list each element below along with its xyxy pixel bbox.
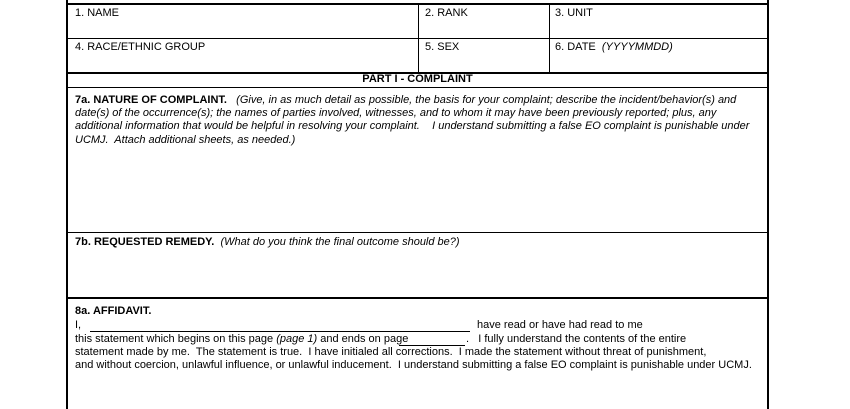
row-divider-1 (68, 38, 767, 39)
nature-line-1 (75, 94, 765, 107)
nature-line-3 (75, 120, 765, 133)
affidavit-name-blank[interactable] (90, 319, 470, 332)
eo-complaint-form (66, 0, 769, 409)
nature-of-complaint-instructions (75, 94, 765, 147)
rank-label: 2. RANK (425, 7, 468, 19)
rank-field[interactable] (420, 20, 546, 36)
page-note: (page 1) (276, 333, 318, 345)
nature-text-2: date(s) of the occurrence(s); the names of parties involved, witnesses, and to whom it may have been previously reported; plus, any (75, 107, 717, 120)
nature-text-4: UCMJ. Attach additional sheets, as needed.) (75, 133, 296, 146)
date-format-hint: (YYYYMMDD) (601, 41, 673, 53)
nature-text-3: additional information that would be helpful in resolving your complaint. I understand submitting a false EO complaint is punishable under (75, 120, 750, 133)
part-1-title-underline (68, 87, 767, 88)
affidavit-i-label: I, (75, 319, 82, 331)
requested-remedy-label (75, 236, 765, 249)
sex-field[interactable] (420, 55, 546, 71)
name-label: 1. NAME (75, 7, 120, 19)
unit-label: 3. UNIT (555, 7, 593, 19)
affidavit-heading-text: 8a. AFFIDAVIT. (75, 305, 152, 317)
nature-heading: 7a. NATURE OF COMPLAINT. (75, 94, 227, 106)
remedy-prompt: (What do you think the final outcome should be?) (220, 236, 460, 248)
row-divider-4 (68, 297, 767, 299)
date-field[interactable] (551, 55, 765, 71)
date-label-prefix: 6. DATE (555, 41, 596, 53)
name-field[interactable] (70, 20, 414, 36)
nature-line-2 (75, 107, 765, 120)
nature-text-1: (Give, in as much detail as possible, the basis for your complaint; describe the incident/behavior(s) and (236, 94, 737, 106)
affidavit-have-read: have read or have had read to me (477, 319, 643, 331)
ends-on-text: and ends on page (320, 333, 409, 345)
remedy-heading: 7b. REQUESTED REMEDY. (75, 236, 215, 248)
part-1-title: PART I - COMPLAINT (362, 73, 473, 85)
race-ethnic-group-label: 4. RACE/ETHNIC GROUP (75, 41, 206, 53)
row-divider-3 (68, 232, 767, 233)
affidavit-line-3: statement made by me. The statement is true. I have initialed all corrections. I made the statement without threat of punishment, (75, 346, 707, 358)
statement-begins-text: this statement which begins on this page (75, 333, 274, 345)
unit-field[interactable] (551, 20, 765, 36)
sex-label: 5. SEX (425, 41, 460, 53)
affidavit-line-2 (75, 333, 408, 346)
nature-line-4 (75, 134, 765, 147)
affidavit-heading (75, 305, 151, 318)
race-ethnic-group-field[interactable] (70, 55, 414, 71)
date-label (555, 41, 673, 54)
affidavit-end-page-blank[interactable] (399, 333, 465, 346)
affidavit-fully-understand: . I fully understand the contents of the entire (466, 333, 687, 345)
nature-of-complaint-field[interactable] (70, 150, 767, 230)
affidavit-line-4: and without coercion, unlawful influence, or unlawful inducement. I understand submitting a false EO complaint is punishable under UCMJ. (75, 359, 752, 371)
requested-remedy-field[interactable] (70, 252, 767, 296)
